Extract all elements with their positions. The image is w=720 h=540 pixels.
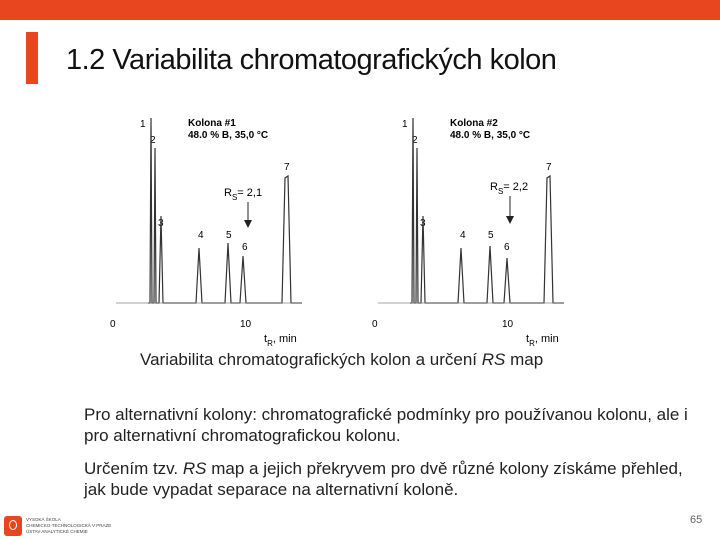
left-peak-label-5: 5 xyxy=(226,230,232,241)
right-peak-label-2: 2 xyxy=(412,135,418,146)
left-trace xyxy=(148,118,302,303)
paragraph-rs-maps: Určením tzv. RS map a jejich překryvem pro dvě různé kolony získáme přehled, jak bude vypadat separace na alternativní koloně. xyxy=(84,459,683,499)
right-trace xyxy=(410,118,564,303)
top-accent-bar xyxy=(0,0,720,20)
left-tick-10: 10 xyxy=(240,319,252,330)
left-column-label: Kolona #1 xyxy=(188,118,236,129)
footer-institution: VYSOKÁ ŠKOLA CHEMICKO-TECHNOLOGICKÁ V PRAZE ÚSTAV ANALYTICKÉ CHEMIE xyxy=(26,517,112,534)
right-peak-label-1: 1 xyxy=(402,119,408,130)
right-peak-label-5: 5 xyxy=(488,230,494,241)
right-column-label: Kolona #2 xyxy=(450,118,498,129)
right-rs-label: $R_S= 2,2$ xyxy=(490,181,529,196)
left-conditions: 48.0 % B, 35,0 °C xyxy=(188,130,269,141)
left-peak-label-2: 2 xyxy=(150,135,156,146)
slide-title: 1.2 Variabilita chromatografických kolon xyxy=(66,44,557,76)
left-peak-label-7: 7 xyxy=(284,162,290,173)
right-peak-label-6: 6 xyxy=(504,242,510,253)
left-peak-label-3: 3 xyxy=(158,218,164,229)
title-accent-bar xyxy=(26,32,38,84)
right-peak-label-7: 7 xyxy=(546,162,552,173)
right-peak-label-3: 3 xyxy=(420,218,426,229)
right-chromatogram xyxy=(372,118,564,348)
right-tick-10: 10 xyxy=(502,319,514,330)
right-conditions: 48.0 % B, 35,0 °C xyxy=(450,130,531,141)
left-axis-label: $t_R$, min xyxy=(264,333,297,348)
right-tick-0: 0 xyxy=(372,319,378,330)
right-axis-label: $t_R$, min xyxy=(526,333,559,348)
chromatogram-figure xyxy=(106,98,606,350)
right-peak-label-4: 4 xyxy=(460,230,466,241)
left-chromatogram xyxy=(110,118,302,348)
page-number: 65 xyxy=(690,514,703,526)
drop-icon xyxy=(9,520,17,530)
right-rs-arrow-head xyxy=(506,216,514,224)
left-peak-label-1: 1 xyxy=(140,119,146,130)
left-peak-label-4: 4 xyxy=(198,230,204,241)
left-rs-arrow-head xyxy=(244,220,252,228)
figure-caption: Variabilita chromatografických kolon a určení RS map xyxy=(140,350,544,369)
left-rs-label: $R_S= 2,1$ xyxy=(224,187,263,202)
left-tick-0: 0 xyxy=(110,319,116,330)
left-peak-label-6: 6 xyxy=(242,242,248,253)
paragraph-alternative-columns: Pro alternativní kolony: chromatografické podmínky pro používanou kolonu, ale i pro alternativní chromatografickou kolonu. xyxy=(84,405,688,445)
